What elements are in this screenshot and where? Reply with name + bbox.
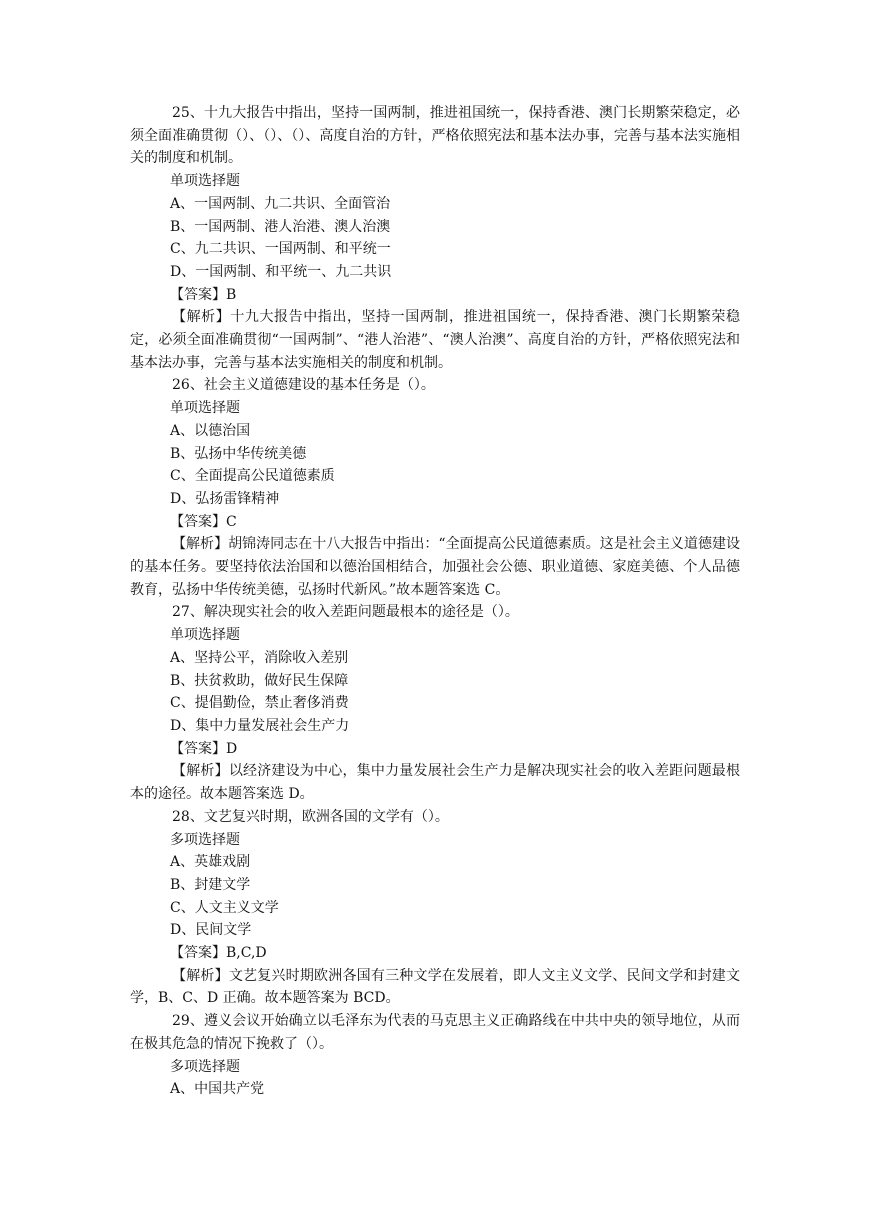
option: D、一国两制、和平统一、九二共识 — [170, 263, 392, 280]
option: A、英雄戏剧 — [170, 854, 251, 871]
analysis: 【解析】胡锦涛同志在十八大报告中指出：“全面提高公民道德素质。这是社会主义道德建设的基本任务。要坚持依法治国和以德治国相结合，加强社会公德、职业道德、家庭美德、个人品德教育，弘扬中华传统美德，弘扬时代新风。”故本题答案选 C。 — [130, 536, 740, 598]
answer: 【答案】D — [170, 740, 238, 757]
analysis: 【解析】以经济建设为中心，集中力量发展社会生产力是解决现实社会的收入差距问题最根本的途径。故本题答案选 D。 — [130, 763, 740, 803]
answer: 【答案】B,C,D — [170, 945, 267, 962]
question-type: 单项选择题 — [170, 173, 240, 190]
answer: 【答案】B — [170, 286, 237, 303]
option: C、全面提高公民道德素质 — [170, 468, 335, 485]
question-stem: 26、社会主义道德建设的基本任务是（）。 — [172, 377, 435, 394]
option: B、弘扬中华传统美德 — [170, 445, 307, 462]
option: A、坚持公平，消除收入差别 — [170, 649, 349, 666]
option: D、弘扬雷锋精神 — [170, 490, 280, 507]
option: B、扶贫救助，做好民生保障 — [170, 672, 349, 689]
document-page — [130, 102, 740, 1101]
option: C、人文主义文学 — [170, 899, 279, 916]
option: B、一国两制、港人治港、澳人治澳 — [170, 218, 391, 235]
option: A、中国共产党 — [170, 1081, 265, 1098]
question-type: 多项选择题 — [170, 1058, 240, 1075]
option: A、一国两制、九二共识、全面管治 — [170, 195, 391, 212]
question-stem: 25、十九大报告中指出，坚持一国两制，推进祖国统一，保持香港、澳门长期繁荣稳定，必须全面准确贯彻（）、（）、（）、高度自治的方针，严格依照宪法和基本法办事，完善与基本法实施相关的制度和机制。 — [130, 105, 740, 167]
option: D、民间文学 — [170, 922, 252, 939]
question-type: 单项选择题 — [170, 627, 240, 644]
answer: 【答案】C — [170, 513, 237, 530]
option: A、以德治国 — [170, 422, 251, 439]
question-stem: 29、遵义会议开始确立以毛泽东为代表的马克思主义正确路线在中共中央的领导地位，从而在极其危急的情况下挽救了（）。 — [130, 1013, 740, 1052]
analysis: 【解析】文艺复兴时期欧洲各国有三种文学在发展着，即人文主义文学、民间文学和封建文学，B、C、D 正确。故本题答案为 BCD。 — [130, 967, 740, 1007]
question-type: 单项选择题 — [170, 400, 240, 417]
question-stem: 28、文艺复兴时期，欧洲各国的文学有（）。 — [172, 808, 449, 825]
option: C、提倡勤俭，禁止奢侈消费 — [170, 695, 349, 712]
question-type: 多项选择题 — [170, 831, 240, 848]
option: B、封建文学 — [170, 876, 251, 893]
option: C、九二共识、一国两制、和平统一 — [170, 241, 391, 258]
analysis: 【解析】十九大报告中指出，坚持一国两制，推进祖国统一，保持香港、澳门长期繁荣稳定，必须全面准确贯彻“一国两制”、“港人治港”、“澳人治澳”、高度自治的方针，严格依照宪法和基本法办事，完善与基本法实施相关的制度和机制。 — [130, 309, 740, 371]
option: D、集中力量发展社会生产力 — [170, 717, 350, 734]
question-stem: 27、解决现实社会的收入差距问题最根本的途径是（）。 — [172, 604, 519, 621]
